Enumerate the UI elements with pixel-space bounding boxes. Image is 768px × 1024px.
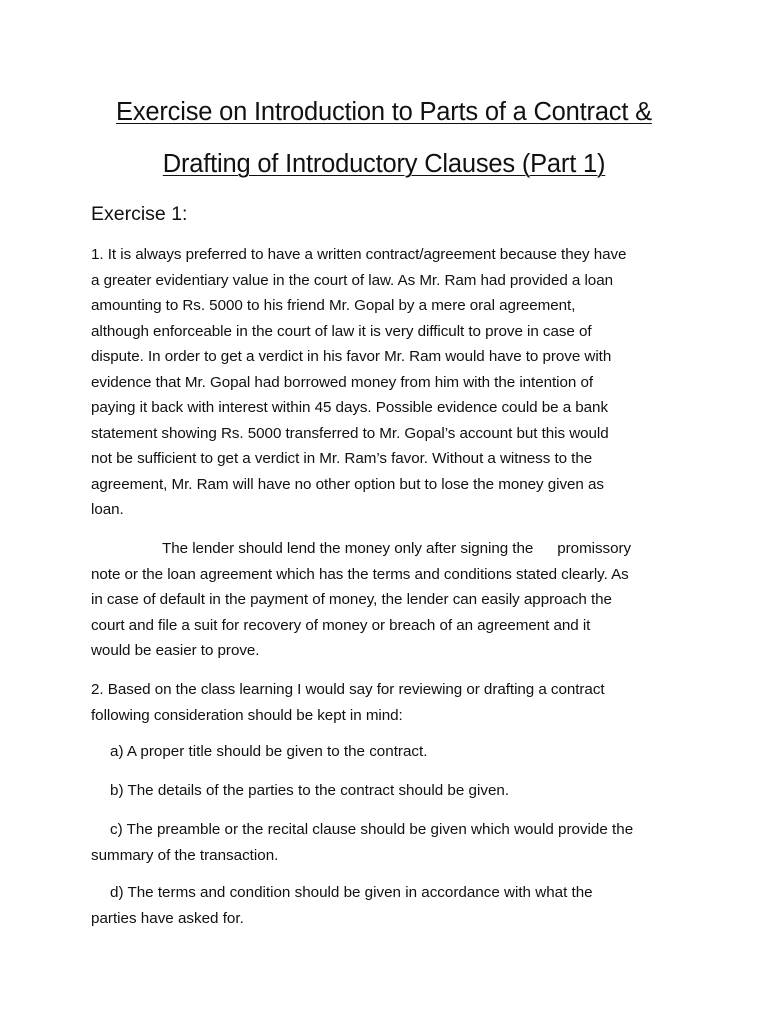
paragraph-1 bbox=[91, 242, 691, 523]
paragraph-line: amounting to Rs. 5000 to his friend Mr. Gopal by a mere oral agreement, bbox=[91, 297, 576, 314]
paragraph-line-segment: promissory bbox=[557, 540, 632, 557]
list-item-line: summary of the transaction. bbox=[91, 846, 279, 864]
list-item-line: parties have asked for. bbox=[91, 909, 244, 927]
paragraph-line: would be easier to prove. bbox=[91, 642, 260, 659]
list-item-b bbox=[91, 778, 691, 804]
paragraph-line: court and file a suit for recovery of money or breach of an agreement and it bbox=[91, 616, 591, 634]
list-item-line: c) The preamble or the recital clause should be given which would provide the bbox=[110, 821, 634, 838]
list-item-d bbox=[91, 880, 691, 931]
list-item-line: a) A proper title should be given to the contract. bbox=[110, 743, 428, 760]
paragraph-line: dispute. In order to get a verdict in his favor Mr. Ram would have to prove with bbox=[91, 348, 612, 365]
exercise-heading: Exercise 1: bbox=[91, 203, 188, 225]
paragraph-line: 2. Based on the class learning I would say for reviewing or drafting a contract bbox=[91, 681, 605, 698]
paragraph-line: not be sufficient to get a verdict in Mr. Ram’s favor. Without a witness to the bbox=[91, 450, 593, 467]
list-item-line: d) The terms and condition should be given in accordance with what the bbox=[110, 884, 593, 901]
paragraph-line: loan. bbox=[91, 501, 124, 518]
list-item-c bbox=[91, 817, 691, 868]
paragraph-line: following consideration should be kept in mind: bbox=[91, 706, 403, 724]
paragraph-line: paying it back with interest within 45 days. Possible evidence could be a bank bbox=[91, 399, 608, 416]
paragraph-2 bbox=[91, 536, 691, 664]
paragraph-line: 1. It is always preferred to have a written contract/agreement because they have bbox=[91, 246, 627, 263]
paragraph-line: note or the loan agreement which has the terms and conditions stated clearly. As bbox=[91, 565, 629, 583]
paragraph-line: in case of default in the payment of money, the lender can easily approach the bbox=[91, 591, 612, 608]
paragraph-3 bbox=[91, 677, 691, 728]
paragraph-line: statement showing Rs. 5000 transferred to Mr. Gopal’s account but this would bbox=[91, 424, 609, 442]
document-title-line-1: Exercise on Introduction to Parts of a Contract & bbox=[116, 98, 652, 126]
list-item-line: b) The details of the parties to the contract should be given. bbox=[110, 782, 510, 799]
paragraph-line: a greater evidentiary value in the court of law. As Mr. Ram had provided a loan bbox=[91, 271, 613, 289]
paragraph-line bbox=[91, 536, 691, 562]
document-title-line-2: Drafting of Introductory Clauses (Part 1) bbox=[162, 150, 606, 178]
paragraph-line: evidence that Mr. Gopal had borrowed money from him with the intention of bbox=[91, 373, 594, 391]
paragraph-line: agreement, Mr. Ram will have no other option but to lose the money given as bbox=[91, 475, 604, 493]
paragraph-line: although enforceable in the court of law it is very difficult to prove in case of bbox=[91, 322, 592, 340]
list-item-a bbox=[91, 739, 691, 765]
paragraph-line-segment: The lender should lend the money only after signing the bbox=[162, 540, 534, 557]
